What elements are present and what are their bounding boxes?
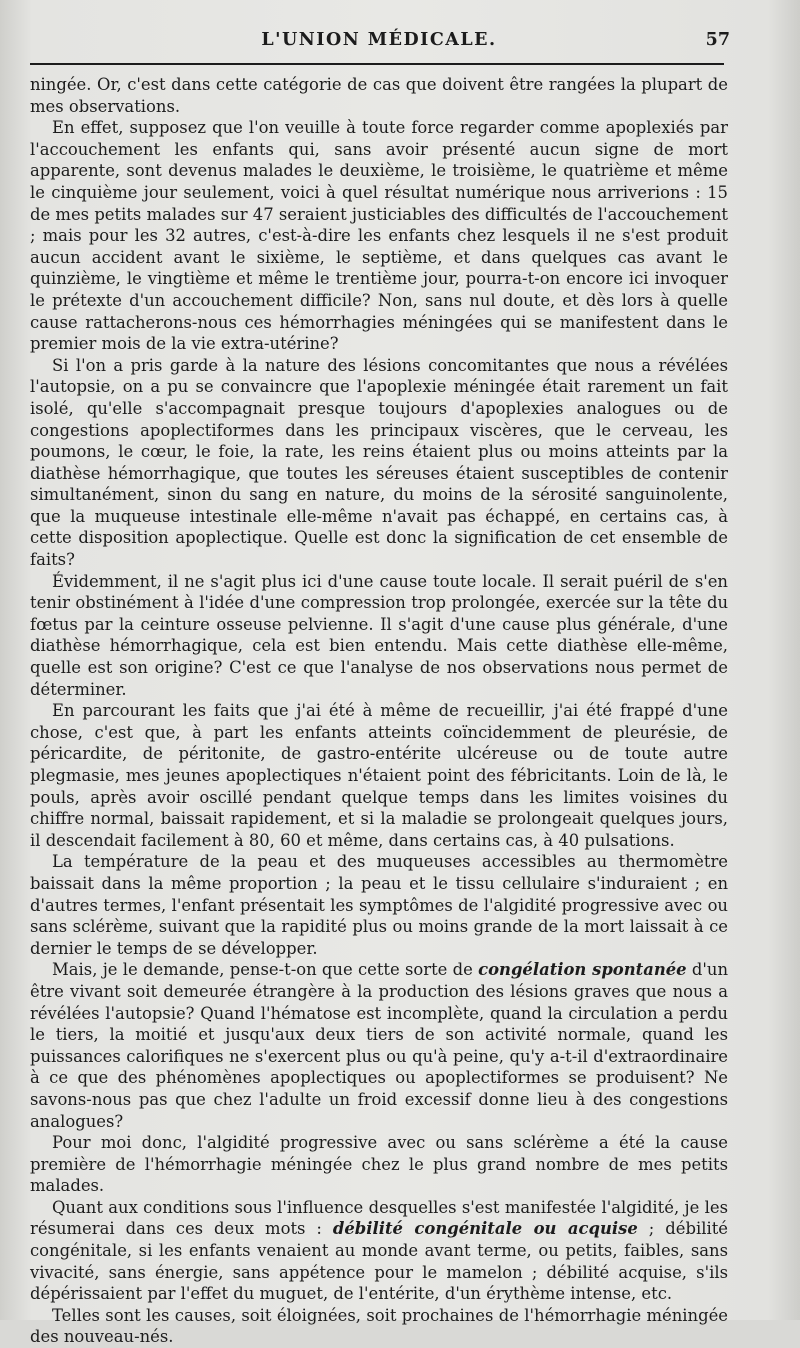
paragraph: En parcourant les faits que j'ai été à même de recueillir, j'ai été frappé d'une chose, c'est que, à part les enfants atteints coïncidemment de pleurésie, de péricardite, de péritonite, de gastro-entérite ulcéreuse ou de toute autre plegmasie, mes jeunes apoplectiques n'étaient point des fébricitants. Loin de là, le pouls, après avoir oscillé pendant quelque temps dans les limites voisines du chiffre normal, baissait rapidement, et si la maladie se prolongeait quelques jours, il descendait facilement à 80, 60 et même, dans certains cas, à 40 pulsations. [30,701,728,850]
paragraph: Si l'on a pris garde à la nature des lésions concomitantes que nous a révélées l'autopsie, on a pu se convaincre que l'apoplexie méningée était rarement un fait isolé, qu'elle s'accompagnait presque toujours d'apoplexies analogues ou de congestions apoplectiformes dans les principaux viscères, que le cerveau, les poumons, le cœur, le foie, la rate, les reins étaient plus ou moins atteints par la diathèse hémorrhagique, que toutes les séreuses étaient susceptibles de contenir simultanément, sinon du sang en nature, du moins de la sérosité sanguinolente, que la muqueuse intestinale elle-même n'avait pas échappé, en certains cas, à cette disposition apoplectique. Quelle est donc la signification de cet ensemble de faits? [30,355,728,570]
paragraph-text: Quant aux conditions sous l'influence desquelles s'est manifestée l'algidité, je les résumerai dans ces deux mots : [30,1197,728,1239]
paragraph: Pour moi donc, l'algidité progressive avec ou sans sclérème a été la cause première de l'hémorrhagie méningée chez le plus grand nombre de mes petits malades. [30,1133,728,1196]
italic-phrase: débilité congénitale ou acquise [332,1219,638,1239]
paragraph-text: ; débilité congénitale, si les enfants venaient au monde avant terme, ou petits, faibles, sans vivacité, sans énergie, sans appétence pour le mamelon ; débilité acquise, s'ils dépérissaient par l'effet du muguet, de l'entérite, d'un érythème intense, etc. [30,1219,728,1304]
paragraph-text: Mais, je le demande, pense-t-on que cette sorte de [52,960,479,980]
paragraph: Telles sont les causes, soit éloignées, soit prochaines de l'hémorrhagie méningée des nouveau-nés. [30,1305,728,1347]
page-header [30,30,728,56]
article-body [30,74,728,1348]
paragraph [30,1197,728,1305]
paragraph-text: d'un être vivant soit demeurée étrangère à la production des lésions graves que nous a révélées l'autopsie? Quand l'hématose est incomplète, quand la circulation a perdu le tiers, la moitié et jusqu'aux deux tiers de son activité normale, quand les puissances calorifiques ne s'exercent plus ou qu'à peine, qu'y a-t-il d'extraordinaire à ce que des phénomènes apoplectiques ou apoplectiformes se produisent? Ne savons-nous pas que chez l'adulte un froid excessif donne lieu à des congestions analogues? [30,960,728,1131]
paragraph: La température de la peau et des muqueuses accessibles au thermomètre baissait dans la même proportion ; la peau et le tissu cellulaire s'induraient ; en d'autres termes, l'enfant présentait les symptômes de l'algidité progressive avec ou sans sclérème, suivant que la rapidité plus ou moins grande de la mort laissait à ce dernier le temps de se développer. [30,852,728,958]
italic-phrase: congélation spontanée [478,960,687,980]
running-title: L'UNION MÉDICALE. [261,30,497,50]
header-rule [30,63,724,65]
paragraph [30,959,728,1132]
paragraph: En effet, supposez que l'on veuille à toute force regarder comme apoplexiés par l'accouchement les enfants qui, sans avoir présenté aucun signe de mort apparente, sont devenus malades le deuxième, le troisième, le quatrième et même le cinquième jour seulement, voici à quel résultat numérique nous arriverions : 15 de mes petits malades sur 47 seraient justiciables des difficultés de l'accouchement ; mais pour les 32 autres, c'est-à-dire les enfants chez lesquels il ne s'est produit aucun accident avant le sixième, le septième, et dans quelques cas avant le quinzième, le vingtième et même le trentième jour, pourra-t-on encore ici invoquer le prétexte d'un accouchement difficile? Non, sans nul doute, et dès lors à quelle cause rattacherons-nous ces hémorrhagies méningées qui se manifestent dans le premier mois de la vie extra-utérine? [30,118,728,354]
paragraph: Évidemment, il ne s'agit plus ici d'une cause toute locale. Il serait puéril de s'en tenir obstinément à l'idée d'une compression trop prolongée, exercée sur la tête du fœtus par la ceinture osseuse pelvienne. Il s'agit d'une cause plus générale, d'une diathèse hémorrhagique, cela est bien entendu. Mais cette diathèse elle-même, quelle est son origine? C'est ce que l'analyse de nos observations nous permet de déterminer. [30,571,728,699]
page-number: 57 [705,30,730,50]
paragraph: ningée. Or, c'est dans cette catégorie de cas que doivent être rangées la plupart de mes observations. [30,75,728,116]
